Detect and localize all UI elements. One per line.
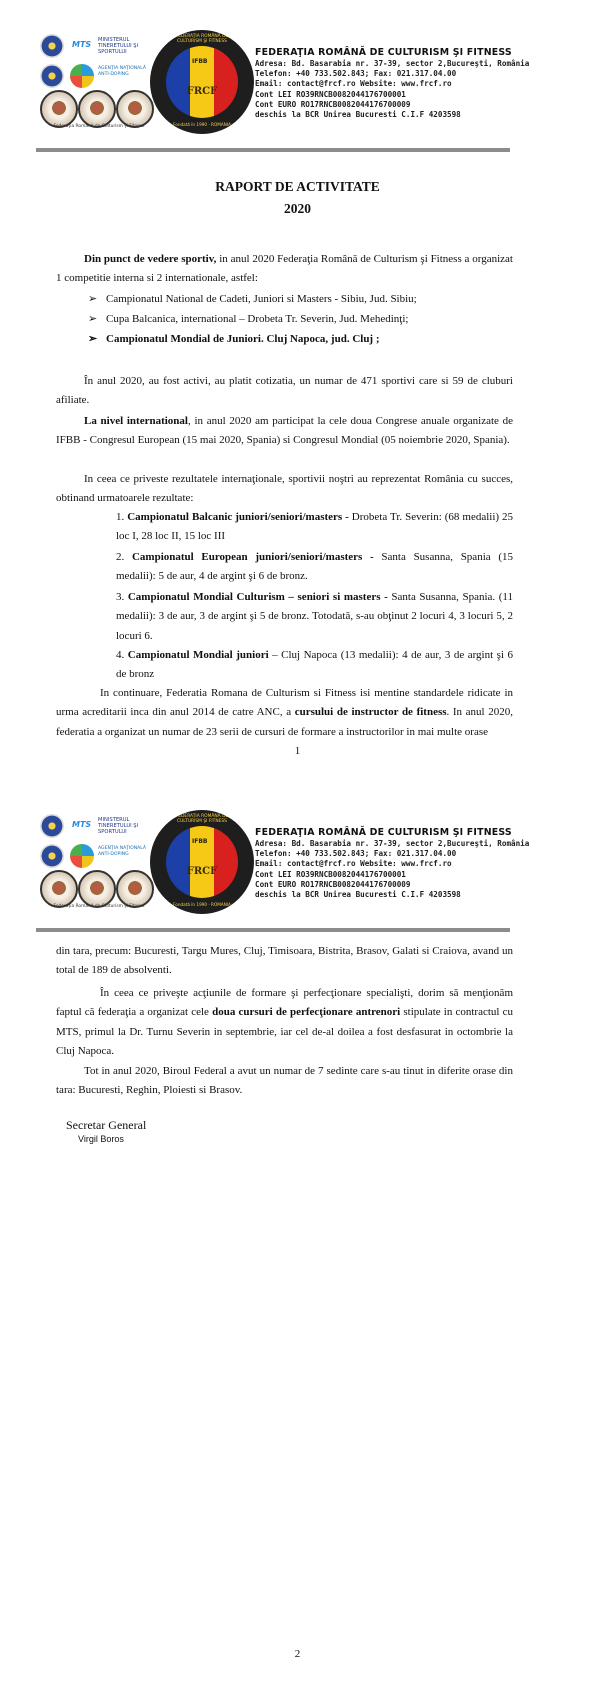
result-text: Drobeta Tr. Severin: (68 medalii) 25 loc I, 28 loc II, 15 loc III (116, 511, 514, 543)
emblem-ifbb: IFBB (192, 838, 208, 845)
item-number: 4. (116, 649, 128, 661)
phone: Telefon: +40 733.502.843; Fax: 021.317.04.00 (255, 849, 457, 859)
emphasis: Campionatul European juniori/seniori/masters - (131, 551, 374, 563)
partner-logos (40, 34, 158, 140)
emblem-frcf: FRCF (186, 866, 218, 877)
result-text: Santa Susanna, Spania. (11 medalii): 3 de aur, 3 de argint şi 5 de bronz. Totodată, s-au obţinut 2 locuri 4, 3 locuri 5, 2 locuri 6. (116, 591, 513, 642)
page-number: 2 (294, 1648, 301, 1660)
paragraph-courses (56, 684, 513, 742)
item-number: 2. (116, 551, 132, 563)
document-page-2 (0, 814, 595, 1689)
paragraph-cities: din tara, precum: Bucuresti, Targu Mures, Cluj, Timisoara, Bistrita, Brasov, Galati si Craiova, avand un total de 189 de absolventi. (56, 945, 513, 977)
result-text: Santa Susanna, Spania (15 medalii): 5 de aur, 4 de argint şi 6 de bronz. (116, 551, 514, 583)
ministry-name: MINISTERUL TINERETULUI ŞI SPORTULUI (98, 817, 139, 835)
list-item-text: Campionatul National de Cadeti, Juniori si Masters - Sibiu, Jud. Sibiu; (106, 293, 417, 305)
federation-small-caption: Federaţia Română de Culturism şi Fitness (53, 904, 145, 909)
paragraph-board: Tot in anul 2020, Biroul Federal a avut un numar de 7 sedinte care s-au tinut in diferite orase din tara: Bucuresti, Reghin, Ploiesti si Brasov. (56, 1065, 513, 1097)
list-item-text: Campionatul Mondial de Juniori. Cluj Napoca, jud. Cluj ; (106, 333, 380, 345)
emblem-bottom-text: Fondată în 1990 · ROMANIA (173, 122, 231, 127)
contact-block (255, 46, 555, 120)
report-title: RAPORT DE ACTIVITATE (215, 179, 380, 194)
document-page-1 (0, 0, 595, 844)
paragraph-text: . In anul 2020, federatia a organizat un numar de 23 serii de cursuri de formare a instructorilor in mai multe orase (56, 706, 513, 738)
frcf-emblem (150, 30, 254, 134)
signature-name: Virgil Boros (78, 1134, 124, 1144)
header-divider (36, 928, 510, 932)
emblem-ring-text: FEDERAŢIA ROMÂNĂ DE CULTURISM ŞI FITNESS (175, 814, 229, 824)
paragraph-members: În anul 2020, au fost activi, au platit cotizatia, un numar de 471 sportivi care si 59 de cluburi afiliate. (56, 375, 513, 407)
club-badge-icon (40, 90, 78, 128)
letterhead (40, 34, 555, 146)
contact-block (255, 826, 555, 900)
paragraph-sport (56, 250, 513, 289)
list-item (88, 310, 513, 329)
paragraph-text: in anul 2020 Federaţia Română de Culturism şi Fitness a organizat 1 competitie interna si 2 internationale, astfel: (56, 253, 513, 285)
anad-name: AGENŢIA NAŢIONALĂ ANTI-DOPING (98, 846, 147, 857)
email-website: Email: contact@frcf.ro Website: www.frcf.ro (255, 79, 452, 89)
signature-title: Secretar General (66, 1118, 147, 1132)
report-year: 2020 (284, 201, 311, 216)
item-number: 1. (116, 511, 128, 523)
romanian-flag-icon (166, 46, 238, 118)
romanian-coat-of-arms-icon (40, 844, 64, 868)
address: Adresa: Bd. Basarabia nr. 37-39, sector 2,Bucureşti, România (255, 839, 530, 848)
emblem-ifbb: IFBB (192, 58, 208, 65)
account-euro: Cont EURO RO17RNCB0082044176700009 (255, 879, 411, 889)
list-item (88, 290, 513, 309)
emphasis: doua cursuri de perfecţionare antrenori (212, 1006, 401, 1019)
emphasis: Campionatul Mondial Culturism – seniori si masters - (127, 591, 388, 603)
anad-name: AGENŢIA NAŢIONALĂ ANTI-DOPING (98, 66, 147, 77)
paragraph-text: În ceea ce priveşte acţiunile de formare şi perfecţionare specialişti, dorim să menţionăm faptul că federaţia a organizat cele (56, 987, 513, 1019)
romanian-flag-icon (166, 826, 238, 898)
mts-logo: MTS (72, 40, 92, 49)
paragraph-international (56, 412, 513, 451)
account-euro: Cont EURO RO17RNCB0082044176700009 (255, 99, 411, 109)
club-badge-icon (40, 870, 78, 908)
phone: Telefon: +40 733.502.843; Fax: 021.317.04.00 (255, 69, 457, 79)
anad-logo-icon (70, 844, 94, 868)
result-item (116, 588, 513, 646)
paragraph-text: In continuare, Federatia Romana de Culturism si Fitness isi mentine standardele ridicate in urma acreditarii inca din anul 2014 de catre ANC, a (56, 687, 513, 719)
frcf-emblem (150, 810, 254, 914)
club-badge-icon (78, 90, 116, 128)
organization-name: FEDERAŢIA ROMÂNĂ DE CULTURISM ŞI FITNESS (255, 827, 512, 838)
club-badge-icon (78, 870, 116, 908)
emblem-ring-text: FEDERAŢIA ROMÂNĂ DE CULTURISM ŞI FITNESS (175, 34, 229, 44)
arrow-bullet-icon: ➢ (88, 333, 98, 345)
emphasis: Campionatul Balcanic juniori/seniori/masters - (127, 511, 349, 523)
partner-logos (40, 814, 158, 920)
emphasis: cursului de instructor de fitness (294, 706, 447, 719)
result-item (116, 508, 513, 547)
club-badge-icon (116, 870, 154, 908)
result-item (116, 548, 513, 587)
address: Adresa: Bd. Basarabia nr. 37-39, sector 2,Bucureşti, România (255, 59, 530, 68)
bank-info: deschis la BCR Unirea Bucuresti C.I.F 4203598 (255, 890, 461, 900)
account-lei: Cont LEI RO39RNCB0082044176700001 (255, 89, 406, 99)
result-text: – Cluj Napoca (13 medalii): 4 de aur, 3 de argint şi 6 de bronz (116, 649, 514, 681)
letterhead (40, 814, 555, 926)
romanian-coat-of-arms-icon (40, 64, 64, 88)
emphasis: Campionatul Mondial juniori (127, 649, 269, 661)
mts-logo: MTS (72, 820, 92, 829)
paragraph-text: , in anul 2020 am participat la cele doua Congrese anuale organizate de IFBB - Congresul European (15 mai 2020, Spania) si Congresul Mondial (05 noiembrie 2020, Spania). (56, 415, 513, 447)
federation-small-caption: Federaţia Română de Culturism şi Fitness (53, 124, 145, 129)
arrow-bullet-icon: ➢ (88, 313, 98, 325)
emphasis: Din punct de vedere sportiv, (84, 253, 217, 265)
emblem-frcf: FRCF (186, 86, 218, 97)
list-item (88, 330, 513, 349)
emblem-bottom-text: Fondată în 1990 · ROMANIA (173, 902, 231, 907)
ministry-name: MINISTERUL TINERETULUI ŞI SPORTULUI (98, 37, 139, 55)
club-badge-icon (116, 90, 154, 128)
romanian-coat-of-arms-icon (40, 814, 64, 838)
result-item (116, 646, 513, 685)
item-number: 3. (116, 591, 128, 603)
header-divider (36, 148, 510, 152)
page-number: 1 (294, 745, 301, 757)
organization-name: FEDERAŢIA ROMÂNĂ DE CULTURISM ŞI FITNESS (255, 47, 512, 58)
paragraph-results-intro: In ceea ce priveste rezultatele internaţionale, sportivii noştri au reprezentat România cu succes, obtinand urmatoarele rezultate: (56, 473, 513, 505)
arrow-bullet-icon: ➢ (88, 293, 98, 305)
list-item-text: Cupa Balcanica, international – Drobeta Tr. Severin, Jud. Mehedinţi; (106, 313, 409, 325)
romanian-coat-of-arms-icon (40, 34, 64, 58)
anad-logo-icon (70, 64, 94, 88)
emphasis: La nivel international (84, 415, 188, 427)
paragraph-trainers (56, 984, 513, 1061)
bank-info: deschis la BCR Unirea Bucuresti C.I.F 4203598 (255, 110, 461, 120)
paragraph-text: stipulate in contractul cu MTS, primul la Dr. Turnu Severin in septembrie, iar cel de-al doilea a fost desfasurat in octombrie la Cluj Napoca. (56, 1006, 514, 1057)
account-lei: Cont LEI RO39RNCB0082044176700001 (255, 869, 406, 879)
email-website: Email: contact@frcf.ro Website: www.frcf.ro (255, 859, 452, 869)
